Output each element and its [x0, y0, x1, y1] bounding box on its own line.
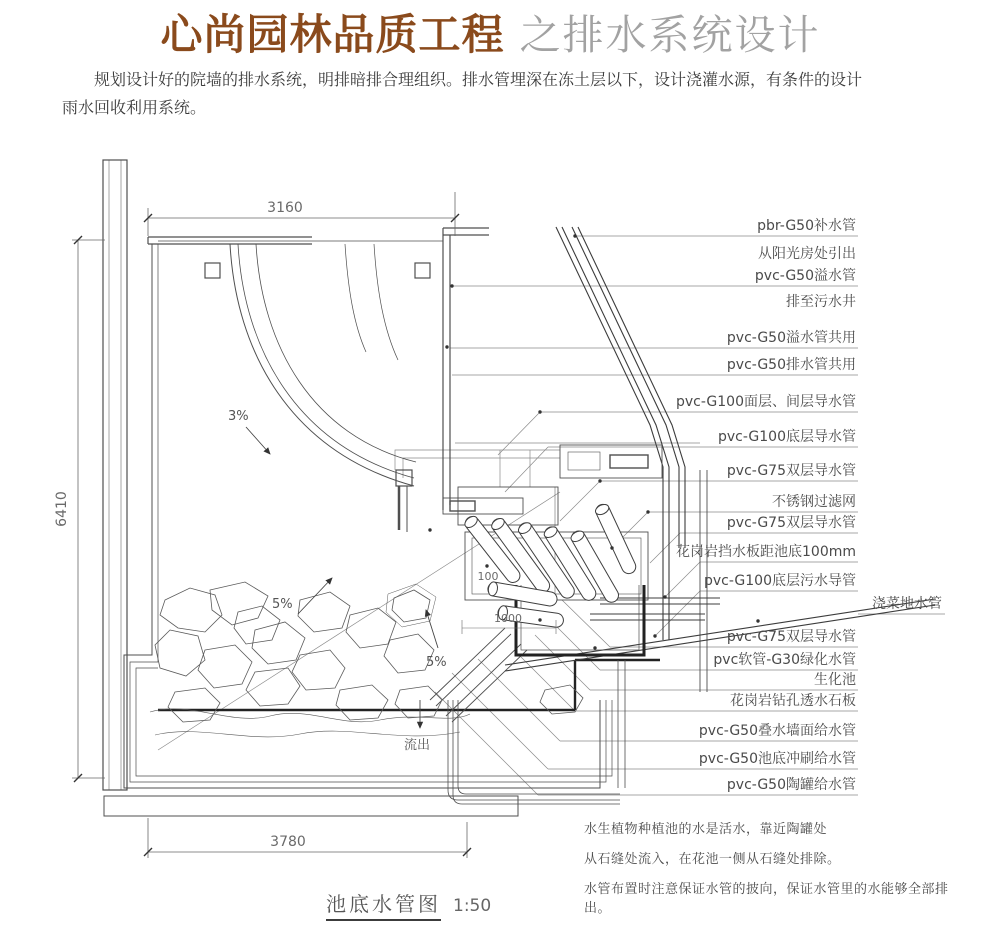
title-primary: 心尚园林品质工程	[160, 10, 505, 59]
note-line: 水生植物种植池的水是活水，靠近陶罐处	[584, 822, 828, 837]
pipe-label: pvc-G75双层导水管	[726, 463, 856, 479]
note-line: 从石缝处流入，在花池一侧从石缝处排除。	[584, 852, 841, 867]
slope-3pct: 3%	[228, 409, 249, 424]
pipe-label: pvc-G50陶罐给水管	[726, 777, 856, 793]
caption-title: 池底水管图	[326, 892, 441, 921]
pipe-label-note: 排至污水井	[786, 294, 856, 310]
intro-paragraph: 规划设计好的院墙的排水系统，明排暗排合理组织。排水管埋深在冻土层以下，设计浇灌水源，有条件的设计雨水回收利用系统。	[62, 70, 863, 117]
drawing-caption	[326, 888, 491, 917]
pipe-label: pvc-G50排水管共用	[726, 357, 856, 373]
pit-pipe-bundle	[462, 502, 638, 628]
pipe-label: pbr-G50补水管	[757, 218, 856, 234]
diagram-notes	[584, 818, 964, 927]
pipe-label: 生化池	[814, 672, 856, 688]
pipe-label: 浇菜地水管	[872, 596, 942, 612]
outflow-label: 流出	[404, 738, 431, 753]
pipe-label: pvc软管-G30绿化水管	[713, 652, 856, 668]
pipe-label: pvc-G50溢水管	[754, 268, 856, 284]
pipe-label-note: 从阳光房处引出	[758, 246, 856, 262]
pipe-label: 花岗岩挡水板距池底100mm	[676, 544, 856, 560]
pipe-label: pvc-G50溢水管共用	[726, 330, 856, 346]
pipe-label: pvc-G75双层导水管	[726, 515, 856, 531]
dim-left-height: 6410	[54, 491, 70, 527]
pipe-label: pvc-G75双层导水管	[726, 629, 856, 645]
dim-top-width: 3160	[267, 200, 303, 216]
pipe-label: pvc-G100面层、间层导水管	[675, 394, 856, 410]
pipe-label: pvc-G100底层污水导管	[703, 573, 856, 589]
slope-arrows	[246, 427, 438, 728]
note-line: 水管布置时注意保证水管的披向，保证水管里的水能够全部排出。	[584, 882, 949, 916]
dim-inner-offset: 100	[477, 570, 499, 583]
pipe-label: pvc-G50叠水墙面给水管	[698, 723, 856, 739]
title-secondary: 之排水系统设计	[504, 11, 821, 59]
pipe-label: pvc-G100底层导水管	[717, 429, 856, 445]
pipe-label: 不锈钢过滤网	[772, 494, 856, 510]
dim-bottom-width: 3780	[270, 834, 306, 850]
pipe-label: pvc-G50池底冲刷给水管	[698, 751, 856, 767]
pipe-labels	[676, 217, 942, 793]
dim-inner-width: 1000	[494, 612, 522, 625]
pipe-label: 花岗岩钻孔透水石板	[730, 693, 856, 709]
caption-scale: 1:50	[453, 896, 492, 916]
slope-5pct-a: 5%	[272, 597, 293, 612]
slope-5pct-b: 5%	[426, 655, 447, 670]
